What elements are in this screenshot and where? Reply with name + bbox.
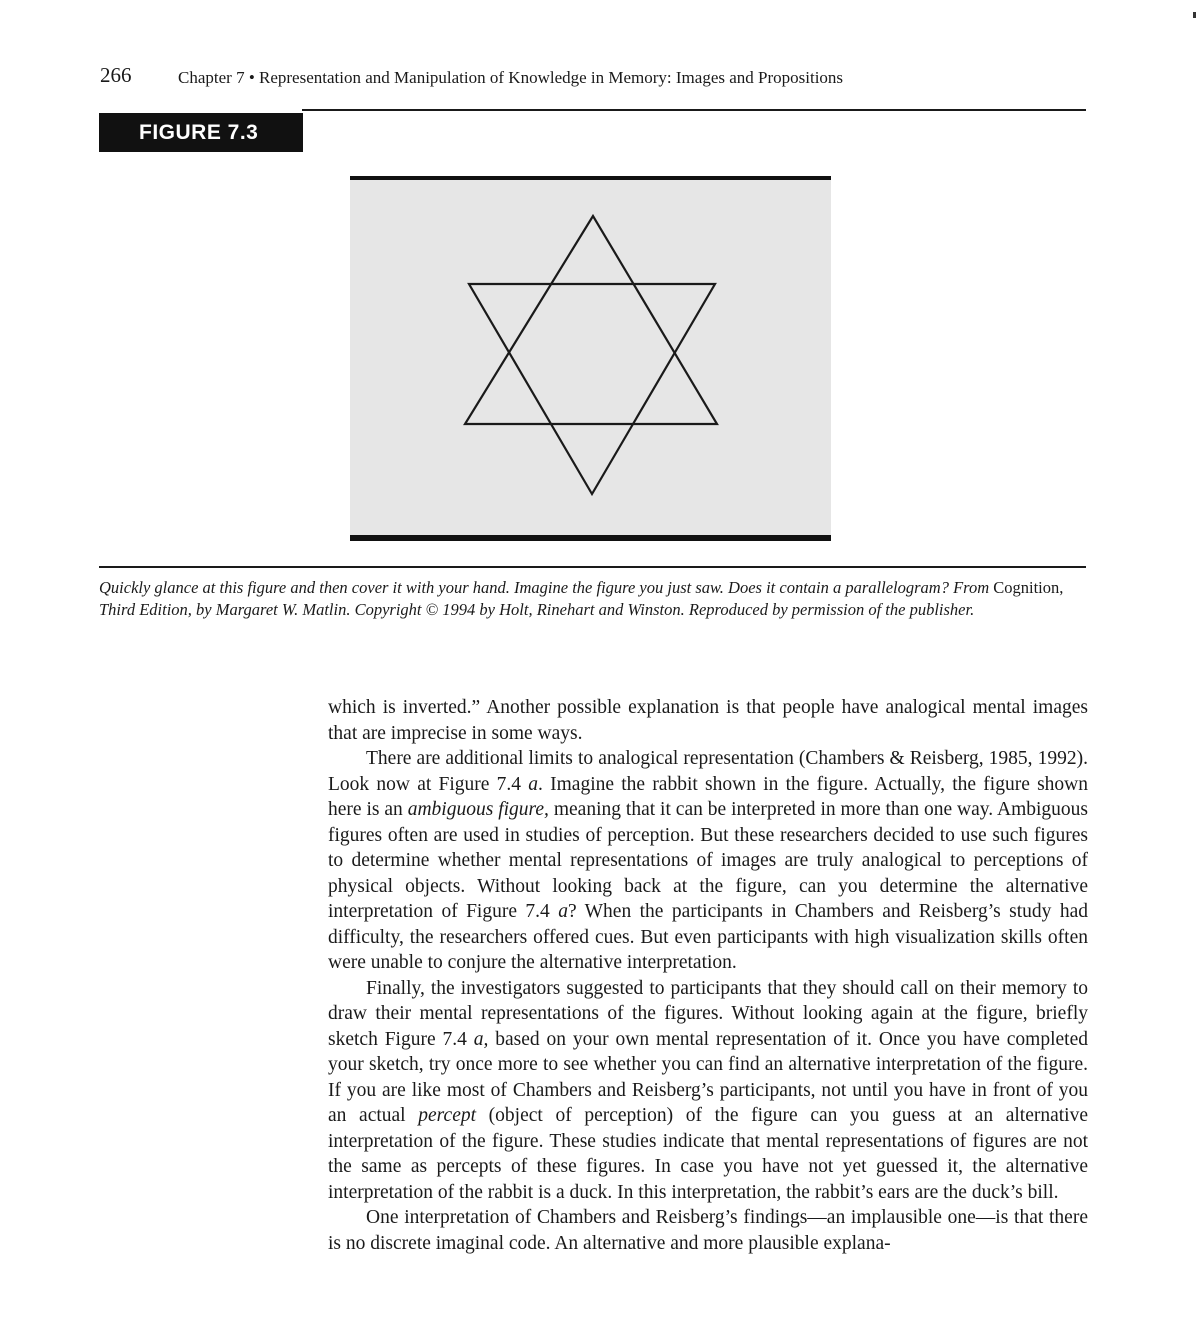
- paragraph-1: which is inverted.” Another possible explanation is that people have analogical mental images that are imprecise in some ways.: [328, 697, 1088, 744]
- upward-triangle: [465, 216, 717, 424]
- body-text: [328, 695, 1088, 1256]
- caption-rule: [99, 566, 1086, 568]
- star-figure: [349, 176, 830, 541]
- figure-label: FIGURE 7.3: [99, 113, 303, 152]
- p3-term-percept: percept: [418, 1105, 477, 1126]
- header-rule: [302, 109, 1086, 111]
- page-number: 266: [100, 63, 132, 87]
- paragraph-2: [328, 746, 1088, 976]
- p3-text-e: (object of perception) of the figure can you guess at an alternative interpretation of the figure. These studies indicate that mental representations of figures are not the same as percepts of these figures. In case you have not yet guessed it, the alternative interpretation of the rabbit is a duck. In this interpretation, the rabbit’s ears are the duck’s bill.: [328, 1105, 1088, 1203]
- running-head: Chapter 7 • Representation and Manipulation of Knowledge in Memory: Images and Propositions: [178, 68, 844, 87]
- figure-frame: [350, 176, 831, 541]
- p3-text-c: based on your own mental representation of it. Once you have completed your sketch, try once more to see whether you can find an alternative interpretation of the figure. If you are like most of Chambers and Reisberg’s participants, not until you have in front of you an actual: [328, 1028, 1088, 1126]
- p2-text-b: a: [528, 773, 539, 795]
- paragraph-4: One interpretation of Chambers and Reisberg’s findings—an implausible one—is that there is no discrete imaginal code. An alternative and more plausible explana-: [328, 1207, 1088, 1254]
- paragraph-3: [328, 976, 1088, 1206]
- figure-caption: [99, 577, 1089, 621]
- p2-text-g: ? When the participants in Chambers and Reisberg’s study had difficulty, the researchers offered cues. But even participants with high visualization skills often were unable to conjure the alternative interpretation.: [328, 901, 1088, 973]
- p2-text-c: . Imagine the rabbit shown in the figure. Actually, the figure shown here is an: [328, 773, 1088, 820]
- downward-triangle: [469, 284, 715, 494]
- p2-text-f: a: [558, 901, 568, 922]
- caption-part-1: Quickly glance at this figure and then cover it with your hand. Imagine the figure you just saw. Does it contain a parallelogram? From: [99, 578, 994, 597]
- caption-part-2: Cognition,: [993, 578, 1064, 597]
- p3-text-a: Finally, the investigators suggested to participants that they should call on their memory to draw their mental representations of the figures. Without looking again at the figure, briefly sketch Figure 7.4: [328, 977, 1088, 1050]
- p2-term-ambiguous-figure: ambiguous figure,: [407, 799, 549, 820]
- caption-part-3: Third Edition, by Margaret W. Matlin. Copyright © 1994 by Holt, Rinehart and Winston. Reproduced by permission of the publisher.: [99, 600, 975, 619]
- p2-text-a: There are additional limits to analogical representation (Chambers & Reisberg, 1985, 1992). Look now at Figure 7.4: [328, 748, 1088, 795]
- p2-text-e: meaning that it can be interpreted in more than one way. Ambiguous figures often are used in studies of perception. But these researchers decided to use such figures to determine whether mental representations of images are truly analogical to perceptions of physical objects. Without looking back at the figure, can you determine the alternative interpretation of Figure 7.4: [328, 799, 1088, 922]
- p3-text-b: a,: [473, 1028, 489, 1050]
- scan-mark: [1193, 12, 1196, 18]
